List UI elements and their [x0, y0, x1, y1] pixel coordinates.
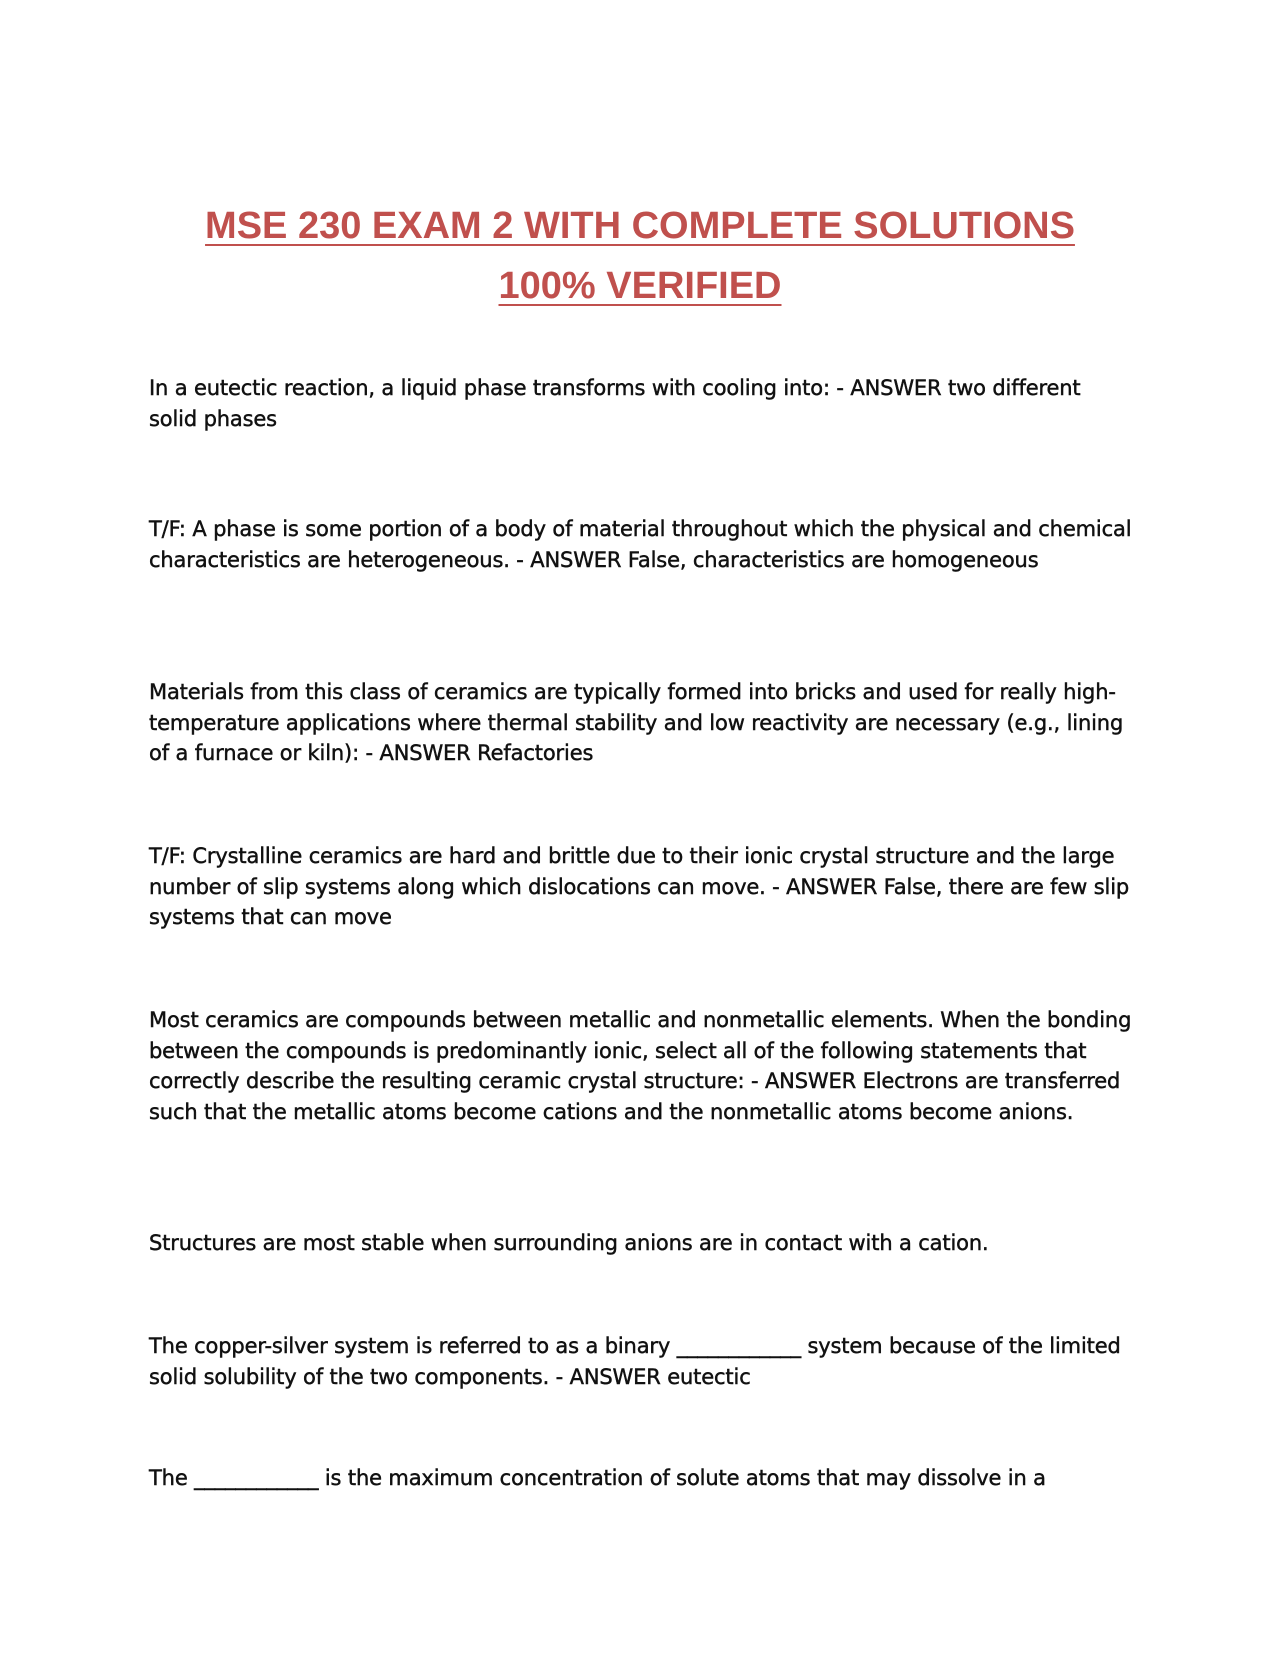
- qa-paragraph-2: T/F: A phase is some portion of a body of material throughout which the physical and chemical characteristics are heterogeneous. - ANSWER False, characteristics are homogeneous: [149, 517, 1132, 572]
- qa-paragraph-5: Most ceramics are compounds between metallic and nonmetallic elements. When the bonding between the compounds is predominantly ionic, select all of the following statements that correctly describe the resulting ceramic crystal structure: - ANSWER Electrons are transferred such that the metallic atoms become cations and the nonmetallic atoms become anions.: [149, 1008, 1132, 1124]
- qa-paragraph-1: In a eutectic reaction, a liquid phase transforms with cooling into: - ANSWER two different solid phases: [149, 376, 1081, 431]
- document-title: [140, 196, 1140, 316]
- qa-paragraph-3: Materials from this class of ceramics are typically formed into bricks and used for really high-temperature applications where thermal stability and low reactivity are necessary (e.g., lining of a furnace or kiln): - ANSWER Refactories: [149, 680, 1124, 765]
- qa-paragraph-7: The copper-silver system is referred to as a binary ____________ system because of the limited solid solubility of the two components. - ANSWER eutectic: [149, 1334, 1121, 1389]
- qa-paragraph-8: The ____________ is the maximum concentration of solute atoms that may dissolve in a: [149, 1466, 1046, 1490]
- qa-paragraph-6: Structures are most stable when surrounding anions are in contact with a cation.: [149, 1231, 989, 1255]
- title-line-1: MSE 230 EXAM 2 WITH COMPLETE SOLUTIONS: [205, 205, 1075, 247]
- qa-paragraph-4: T/F: Crystalline ceramics are hard and brittle due to their ionic crystal structure and the large number of slip systems along which dislocations can move. - ANSWER False, there are few slip systems that can move: [149, 844, 1130, 929]
- title-line-2: 100% VERIFIED: [498, 265, 782, 307]
